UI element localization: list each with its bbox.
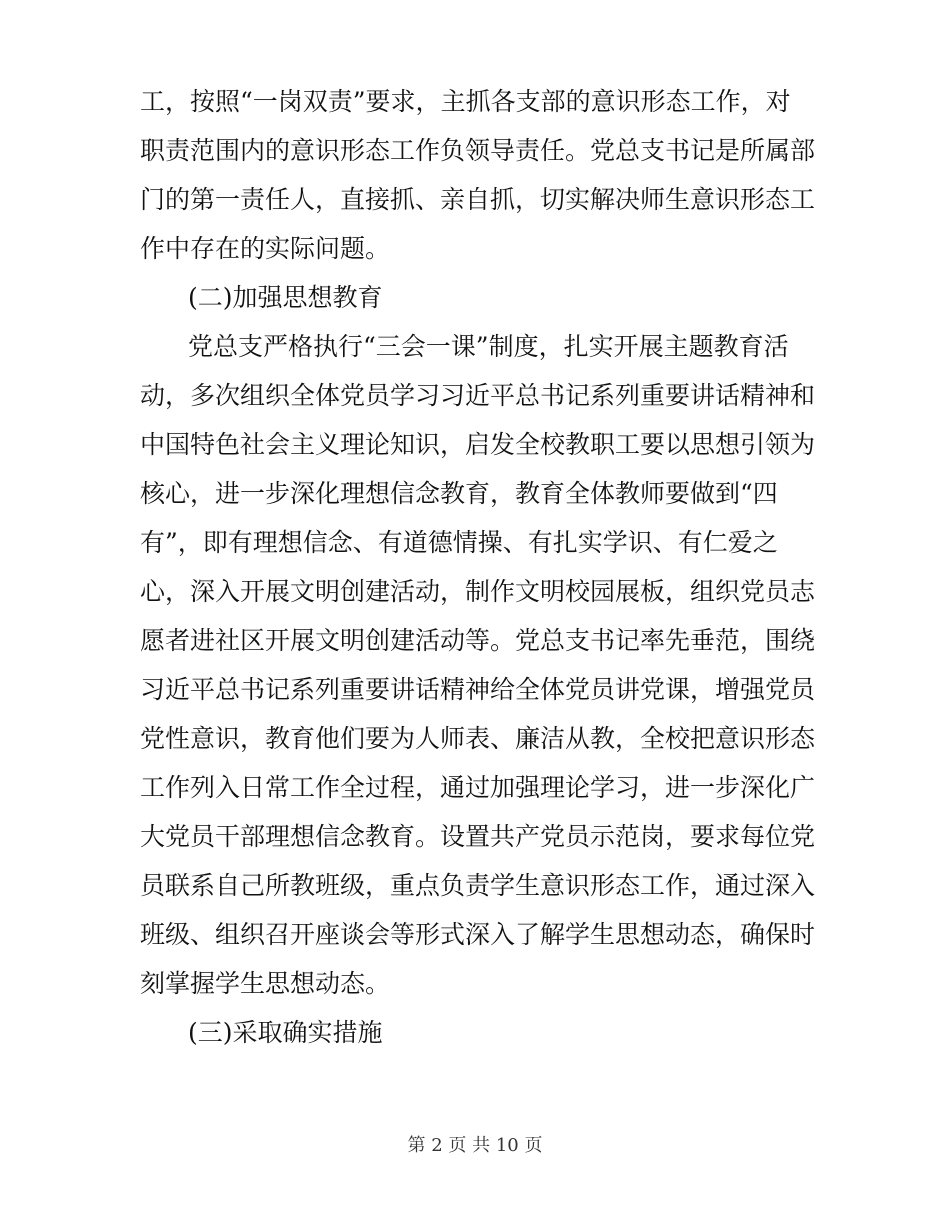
text-line: 工作列入日常工作全过程，通过加强理论学习，进一步深化广: [140, 773, 816, 802]
text-line: 作中存在的实际问题。: [140, 234, 391, 263]
text-line: 中国特色社会主义理论知识，启发全校教职工要以思想引领为: [140, 430, 816, 459]
page-number-footer: 第 2 页 共 10 页: [407, 1135, 543, 1156]
text-line: 工，按照“一岗双责”要求，主抓各支部的意识形态工作，对: [140, 87, 791, 116]
text-line: 员联系自己所教班级，重点负责学生意识形态工作，通过深入: [140, 871, 816, 900]
section-heading: (二)加强思想教育: [188, 283, 383, 312]
text-line: 党性意识，教育他们要为人师表、廉洁从教，全校把意识形态: [140, 724, 816, 753]
text-line: 心，深入开展文明创建活动，制作文明校园展板，组织党员志: [140, 577, 816, 606]
text-line: 刻掌握学生思想动态。: [140, 969, 391, 998]
section-heading: (三)采取确实措施: [188, 1018, 383, 1047]
text-line: 门的第一责任人，直接抓、亲自抓，切实解决师生意识形态工: [140, 185, 816, 214]
text-line: 大党员干部理想信念教育。设置共产党员示范岗，要求每位党: [140, 822, 816, 851]
text-line: 习近平总书记系列重要讲话精神给全体党员讲党课，增强党员: [140, 675, 816, 704]
text-line: 动，多次组织全体党员学习习近平总书记系列重要讲话精神和: [140, 381, 816, 410]
text-line: 核心，进一步深化理想信念教育，教育全体教师要做到“四: [140, 479, 778, 508]
text-line: 党总支严格执行“三会一课”制度，扎实开展主题教育活: [188, 332, 789, 361]
text-line: 愿者进社区开展文明创建活动等。党总支书记率先垂范，围绕: [140, 626, 816, 655]
text-line: 职责范围内的意识形态工作负领导责任。党总支书记是所属部: [140, 136, 816, 165]
text-line: 班级、组织召开座谈会等形式深入了解学生思想动态，确保时: [140, 920, 816, 949]
text-line: 有”，即有理想信念、有道德情操、有扎实学识、有仁爱之: [140, 528, 778, 557]
